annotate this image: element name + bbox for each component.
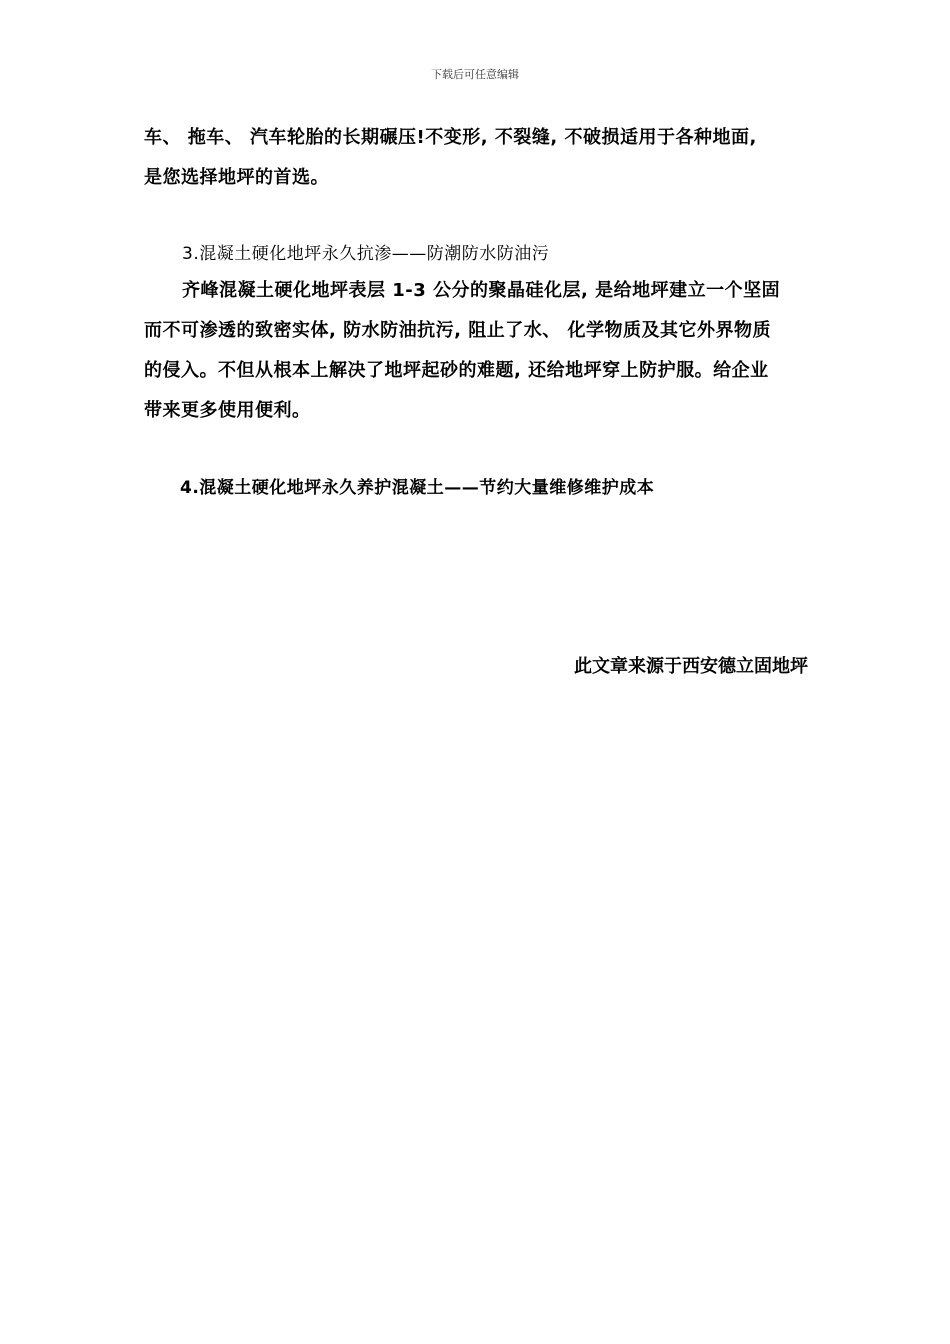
paragraph-line: 齐峰混凝土硬化地坪表层 1-3 公分的聚晶硅化层, 是给地坪建立一个坚固 xyxy=(182,280,781,301)
section-3-heading: 3.混凝土硬化地坪永久抗渗——防潮防水防油污 xyxy=(182,244,550,264)
paragraph-1 xyxy=(144,118,808,198)
paragraph-line: 而不可渗透的致密实体, 防水防油抗污, 阻止了水、 化学物质及其它外界物质 xyxy=(144,320,771,341)
paragraph-line: 带来更多使用便利。 xyxy=(144,400,311,421)
page-header: 下载后可任意编辑 xyxy=(431,68,519,81)
source-note: 此文章来源于西安德立固地坪 xyxy=(574,656,808,677)
section-3-paragraph xyxy=(144,271,808,431)
paragraph-line: 是您选择地坪的首选。 xyxy=(144,167,329,188)
paragraph-line: 的侵入。不但从根本上解决了地坪起砂的难题, 还给地坪穿上防护服。给企业 xyxy=(144,360,769,381)
paragraph-line: 车、 拖车、 汽车轮胎的长期碾压!不变形, 不裂缝, 不破损适用于各种地面, xyxy=(144,127,757,148)
section-4-heading: 4.混凝土硬化地坪永久养护混凝土——节约大量维修维护成本 xyxy=(180,478,655,498)
